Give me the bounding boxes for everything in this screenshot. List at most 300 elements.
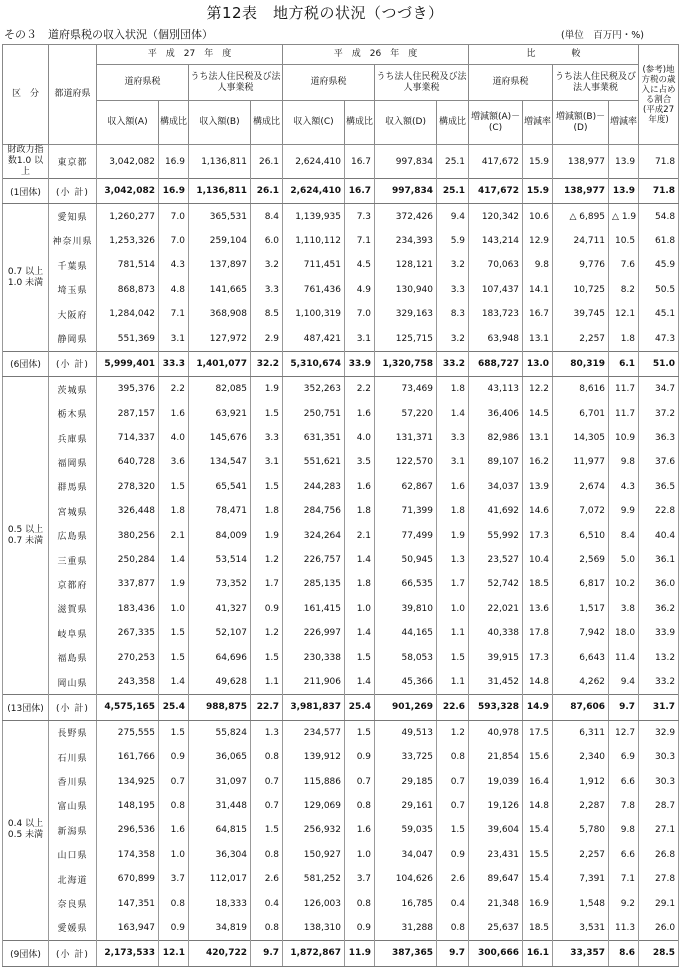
value-cell: 1.2: [251, 621, 283, 645]
value-cell: 50,945: [375, 548, 437, 572]
value-cell: 26.1: [251, 145, 283, 179]
value-cell: 6,701: [553, 402, 609, 426]
subtotal-value: 3,042,082: [97, 179, 159, 204]
value-cell: 14,305: [553, 426, 609, 450]
subtotal-value: 71.8: [639, 179, 679, 204]
value-cell: 640,728: [97, 450, 159, 474]
header-col-diff-bd: 増減額(B)－(D): [553, 101, 609, 145]
value-cell: 284,756: [283, 499, 345, 523]
value-cell: 143,214: [469, 229, 523, 253]
value-cell: 104,626: [375, 867, 437, 891]
value-cell: 1.6: [345, 475, 375, 499]
value-cell: 6.0: [251, 229, 283, 253]
value-cell: 7.0: [159, 229, 189, 253]
value-cell: 11.7: [609, 377, 639, 402]
value-cell: 161,415: [283, 597, 345, 621]
value-cell: 1,284,042: [97, 302, 159, 326]
subtotal-value: 87,606: [553, 695, 609, 720]
subtotal-value: 5,310,674: [283, 351, 345, 376]
value-cell: 148,195: [97, 794, 159, 818]
value-cell: 70,063: [469, 253, 523, 277]
value-cell: 134,925: [97, 769, 159, 793]
value-cell: 16.2: [523, 450, 553, 474]
value-cell: 78,471: [189, 499, 251, 523]
value-cell: 134,547: [189, 450, 251, 474]
value-cell: 125,715: [375, 326, 437, 351]
value-cell: 15.9: [523, 145, 553, 179]
value-cell: 55,824: [189, 720, 251, 745]
value-cell: 1.6: [159, 402, 189, 426]
value-cell: 10.2: [609, 572, 639, 596]
value-cell: 36,406: [469, 402, 523, 426]
table-row: [3, 670, 679, 695]
subtotal-value: 22.6: [437, 695, 469, 720]
subtotal-value: 33,357: [553, 941, 609, 966]
value-cell: 1.4: [345, 670, 375, 695]
value-cell: 1.2: [437, 720, 469, 745]
value-cell: 141,665: [189, 278, 251, 302]
value-cell: 10,725: [553, 278, 609, 302]
value-cell: 2,674: [553, 475, 609, 499]
value-cell: △ 6,895: [553, 204, 609, 229]
value-cell: 37.2: [639, 402, 679, 426]
value-cell: 551,621: [283, 450, 345, 474]
value-cell: 13.9: [523, 475, 553, 499]
value-cell: 7.0: [345, 302, 375, 326]
value-cell: 234,393: [375, 229, 437, 253]
value-cell: 84,009: [189, 523, 251, 547]
value-cell: 2.1: [345, 523, 375, 547]
prefecture-name: 東京都: [49, 145, 97, 179]
value-cell: 12.9: [523, 229, 553, 253]
group-count-label: (1団体): [3, 179, 49, 204]
value-cell: 3.1: [437, 450, 469, 474]
value-cell: 9.4: [609, 670, 639, 695]
group-label: 0.5 以上0.7 未満: [3, 377, 49, 695]
value-cell: 11.7: [609, 402, 639, 426]
subtotal-value: 25.4: [159, 695, 189, 720]
value-cell: 287,157: [97, 402, 159, 426]
value-cell: 1.4: [345, 548, 375, 572]
value-cell: 226,757: [283, 548, 345, 572]
value-cell: 1,100,319: [283, 302, 345, 326]
value-cell: 2.6: [251, 867, 283, 891]
value-cell: 73,469: [375, 377, 437, 402]
value-cell: 36,065: [189, 745, 251, 769]
value-cell: 54.8: [639, 204, 679, 229]
page-title: 第12表 地方税の状況（つづき）: [206, 4, 444, 22]
value-cell: 2.2: [159, 377, 189, 402]
subtotal-value: 16.1: [523, 941, 553, 966]
prefecture-name: 茨城県: [49, 377, 97, 402]
value-cell: 31,448: [189, 794, 251, 818]
value-cell: 24,711: [553, 229, 609, 253]
value-cell: 1.8: [609, 326, 639, 351]
value-cell: 183,436: [97, 597, 159, 621]
prefecture-name: 岐阜県: [49, 621, 97, 645]
table-row: [3, 645, 679, 669]
value-cell: 1.5: [159, 621, 189, 645]
group-count-label: (9団体): [3, 941, 49, 966]
value-cell: 15.4: [523, 818, 553, 842]
value-cell: 14.8: [523, 794, 553, 818]
value-cell: 1.1: [437, 670, 469, 695]
value-cell: 3,042,082: [97, 145, 159, 179]
value-cell: 3.1: [345, 326, 375, 351]
value-cell: 296,536: [97, 818, 159, 842]
value-cell: 211,906: [283, 670, 345, 695]
header-col-ratio: 構成比: [251, 101, 283, 145]
prefecture-name: 群馬県: [49, 475, 97, 499]
value-cell: 714,337: [97, 426, 159, 450]
value-cell: 14.1: [523, 278, 553, 302]
value-cell: 44,165: [375, 621, 437, 645]
value-cell: 36.0: [639, 572, 679, 596]
value-cell: 329,163: [375, 302, 437, 326]
prefecture-name: 岡山県: [49, 670, 97, 695]
value-cell: 1.0: [345, 843, 375, 867]
value-cell: 0.4: [251, 891, 283, 915]
value-cell: 7,391: [553, 867, 609, 891]
table-row: [3, 818, 679, 842]
value-cell: 9.9: [609, 499, 639, 523]
value-cell: 127,972: [189, 326, 251, 351]
subtotal-value: 9.7: [609, 695, 639, 720]
table-row: [3, 302, 679, 326]
table-row: [3, 891, 679, 915]
value-cell: 2,569: [553, 548, 609, 572]
value-cell: 9.4: [437, 204, 469, 229]
value-cell: 0.8: [251, 745, 283, 769]
header-col-c: 収入額(C): [283, 101, 345, 145]
value-cell: 8.5: [251, 302, 283, 326]
value-cell: 6.6: [609, 769, 639, 793]
value-cell: 259,104: [189, 229, 251, 253]
value-cell: 23,527: [469, 548, 523, 572]
subtotal-value: 2,173,533: [97, 941, 159, 966]
prefecture-name: 静岡県: [49, 326, 97, 351]
subtotal-value: 80,319: [553, 351, 609, 376]
value-cell: 21,348: [469, 891, 523, 915]
value-cell: 34.7: [639, 377, 679, 402]
header-col-b: 収入額(B): [189, 101, 251, 145]
value-cell: 3.1: [159, 326, 189, 351]
prefecture-name: 奈良県: [49, 891, 97, 915]
value-cell: 0.8: [437, 916, 469, 941]
subtotal-value: 51.0: [639, 351, 679, 376]
value-cell: 670,899: [97, 867, 159, 891]
subtotal-value: 15.9: [523, 179, 553, 204]
value-cell: 138,977: [553, 145, 609, 179]
value-cell: 8,616: [553, 377, 609, 402]
header-prefectural-tax-diff: 道府県税: [469, 65, 553, 101]
value-cell: 174,358: [97, 843, 159, 867]
value-cell: 34,047: [375, 843, 437, 867]
value-cell: 41,327: [189, 597, 251, 621]
value-cell: 1.8: [159, 499, 189, 523]
value-cell: 32.9: [639, 720, 679, 745]
value-cell: 77,499: [375, 523, 437, 547]
value-cell: 53,514: [189, 548, 251, 572]
value-cell: 0.8: [437, 745, 469, 769]
subtotal-value: 593,328: [469, 695, 523, 720]
value-cell: 7.6: [609, 253, 639, 277]
subtotal-value: 14.9: [523, 695, 553, 720]
value-cell: 4,262: [553, 670, 609, 695]
value-cell: 13.9: [609, 145, 639, 179]
subtotal-value: 12.1: [159, 941, 189, 966]
value-cell: 73,352: [189, 572, 251, 596]
value-cell: 8.3: [437, 302, 469, 326]
value-cell: 13.2: [639, 645, 679, 669]
value-cell: 12.2: [523, 377, 553, 402]
value-cell: 1.6: [437, 475, 469, 499]
value-cell: 372,426: [375, 204, 437, 229]
value-cell: 5.9: [437, 229, 469, 253]
value-cell: 0.8: [159, 891, 189, 915]
header-col-a: 収入額(A): [97, 101, 159, 145]
value-cell: 49,513: [375, 720, 437, 745]
subtotal-value: 33.9: [345, 351, 375, 376]
value-cell: 66,535: [375, 572, 437, 596]
value-cell: 39,810: [375, 597, 437, 621]
subtotal-label: (小 計): [49, 179, 97, 204]
value-cell: 4.0: [345, 426, 375, 450]
value-cell: 18,333: [189, 891, 251, 915]
value-cell: 128,121: [375, 253, 437, 277]
value-cell: 0.7: [437, 769, 469, 793]
table-row: [3, 278, 679, 302]
subtotal-value: 1,872,867: [283, 941, 345, 966]
prefecture-name: 愛媛県: [49, 916, 97, 941]
value-cell: 4.5: [345, 253, 375, 277]
value-cell: 3.2: [437, 326, 469, 351]
group-count-label: (6団体): [3, 351, 49, 376]
value-cell: 234,577: [283, 720, 345, 745]
subtotal-value: 300,666: [469, 941, 523, 966]
value-cell: 28.7: [639, 794, 679, 818]
value-cell: 41,692: [469, 499, 523, 523]
header-col-rate: 増減率: [609, 101, 639, 145]
value-cell: 0.9: [159, 916, 189, 941]
group-label: 0.7 以上1.0 未満: [3, 204, 49, 351]
value-cell: 9,776: [553, 253, 609, 277]
value-cell: 1.1: [251, 670, 283, 695]
tax-revenue-table: [2, 44, 679, 967]
value-cell: 1.8: [437, 499, 469, 523]
header-col-ratio: 構成比: [345, 101, 375, 145]
table-row: [3, 548, 679, 572]
subtotal-value: 901,269: [375, 695, 437, 720]
value-cell: 49,628: [189, 670, 251, 695]
value-cell: 1.9: [251, 377, 283, 402]
table-row: [3, 475, 679, 499]
value-cell: 39,745: [553, 302, 609, 326]
value-cell: 2,340: [553, 745, 609, 769]
value-cell: 5.0: [609, 548, 639, 572]
subtotal-value: 26.1: [251, 179, 283, 204]
value-cell: 26.0: [639, 916, 679, 941]
value-cell: 1.0: [159, 843, 189, 867]
value-cell: 30.3: [639, 745, 679, 769]
value-cell: 4.8: [159, 278, 189, 302]
value-cell: 59,035: [375, 818, 437, 842]
subtotal-value: 2,624,410: [283, 179, 345, 204]
value-cell: 6,643: [553, 645, 609, 669]
value-cell: 487,421: [283, 326, 345, 351]
value-cell: 551,369: [97, 326, 159, 351]
value-cell: 1.5: [251, 818, 283, 842]
subtotal-value: 9.7: [437, 941, 469, 966]
value-cell: 1.9: [159, 572, 189, 596]
prefecture-name: 香川県: [49, 769, 97, 793]
value-cell: 368,908: [189, 302, 251, 326]
value-cell: 40,338: [469, 621, 523, 645]
value-cell: 9.2: [609, 891, 639, 915]
subtotal-label: (小 計): [49, 941, 97, 966]
header-fy27: 平 成 27 年 度: [97, 45, 283, 65]
value-cell: 43,113: [469, 377, 523, 402]
value-cell: 40.4: [639, 523, 679, 547]
value-cell: 45.1: [639, 302, 679, 326]
value-cell: 1.9: [251, 523, 283, 547]
value-cell: 0.8: [251, 843, 283, 867]
table-row: [3, 204, 679, 229]
value-cell: 3.3: [251, 278, 283, 302]
value-cell: 18.0: [609, 621, 639, 645]
table-row: [3, 794, 679, 818]
value-cell: 29,161: [375, 794, 437, 818]
value-cell: 89,647: [469, 867, 523, 891]
value-cell: 139,912: [283, 745, 345, 769]
value-cell: 1.5: [251, 402, 283, 426]
value-cell: 45,366: [375, 670, 437, 695]
value-cell: 55,992: [469, 523, 523, 547]
value-cell: 7,942: [553, 621, 609, 645]
value-cell: 6,510: [553, 523, 609, 547]
subtotal-value: 16.9: [159, 179, 189, 204]
value-cell: 1,517: [553, 597, 609, 621]
value-cell: 1.5: [437, 645, 469, 669]
subtotal-row: [3, 941, 679, 966]
subtotal-value: 13.0: [523, 351, 553, 376]
header-corporate-tax-27: うち法人住民税及び法人事業税: [189, 65, 283, 101]
value-cell: 1.5: [159, 720, 189, 745]
value-cell: 1.0: [159, 597, 189, 621]
prefecture-name: 埼玉県: [49, 278, 97, 302]
value-cell: 2.1: [159, 523, 189, 547]
value-cell: 27.1: [639, 818, 679, 842]
value-cell: 1.4: [159, 548, 189, 572]
subtotal-value: 688,727: [469, 351, 523, 376]
table-row: [3, 720, 679, 745]
value-cell: 11,977: [553, 450, 609, 474]
value-cell: 23,431: [469, 843, 523, 867]
prefecture-name: 宮城県: [49, 499, 97, 523]
subtotal-value: 988,875: [189, 695, 251, 720]
value-cell: 115,886: [283, 769, 345, 793]
value-cell: 1,139,935: [283, 204, 345, 229]
value-cell: 6,817: [553, 572, 609, 596]
value-cell: 230,338: [283, 645, 345, 669]
header-prefectural-tax-27: 道府県税: [97, 65, 189, 101]
value-cell: 1.4: [159, 670, 189, 695]
table-row: [3, 843, 679, 867]
value-cell: 1.8: [345, 572, 375, 596]
table-row: [3, 253, 679, 277]
prefecture-name: 三重県: [49, 548, 97, 572]
value-cell: 31,452: [469, 670, 523, 695]
value-cell: △ 1.9: [609, 204, 639, 229]
value-cell: 18.5: [523, 916, 553, 941]
table-row: [3, 916, 679, 941]
value-cell: 0.7: [251, 769, 283, 793]
subtotal-label: (小 計): [49, 351, 97, 376]
value-cell: 243,358: [97, 670, 159, 695]
value-cell: 1,912: [553, 769, 609, 793]
value-cell: 14.6: [523, 499, 553, 523]
value-cell: 3.8: [609, 597, 639, 621]
value-cell: 12.7: [609, 720, 639, 745]
value-cell: 129,069: [283, 794, 345, 818]
header-col-rate: 増減率: [523, 101, 553, 145]
value-cell: 1.7: [251, 572, 283, 596]
value-cell: 0.7: [251, 794, 283, 818]
value-cell: 270,253: [97, 645, 159, 669]
header-corporate-tax-26: うち法人住民税及び法人事業税: [375, 65, 469, 101]
value-cell: 34,037: [469, 475, 523, 499]
value-cell: 10.4: [523, 548, 553, 572]
subtotal-value: 420,722: [189, 941, 251, 966]
value-cell: 36.3: [639, 426, 679, 450]
table-row: [3, 145, 679, 179]
value-cell: 0.7: [345, 769, 375, 793]
subtotal-value: 16.7: [345, 179, 375, 204]
value-cell: 6.6: [609, 843, 639, 867]
subtotal-value: 9.7: [251, 941, 283, 966]
prefecture-name: 石川県: [49, 745, 97, 769]
value-cell: 1.6: [159, 818, 189, 842]
value-cell: 161,766: [97, 745, 159, 769]
prefecture-name: 北海道: [49, 867, 97, 891]
value-cell: 7.1: [609, 867, 639, 891]
value-cell: 275,555: [97, 720, 159, 745]
value-cell: 278,320: [97, 475, 159, 499]
value-cell: 14.8: [523, 670, 553, 695]
value-cell: 15.4: [523, 867, 553, 891]
subtotal-value: 138,977: [553, 179, 609, 204]
table-row: [3, 523, 679, 547]
subtotal-value: 28.5: [639, 941, 679, 966]
value-cell: 16,785: [375, 891, 437, 915]
prefecture-name: 兵庫県: [49, 426, 97, 450]
subtotal-value: 387,365: [375, 941, 437, 966]
value-cell: 3.5: [345, 450, 375, 474]
value-cell: 1.1: [437, 621, 469, 645]
value-cell: 6,311: [553, 720, 609, 745]
subtotal-value: 33.3: [159, 351, 189, 376]
header-col-diff-ac: 増減額(A)－(C): [469, 101, 523, 145]
value-cell: 1.9: [437, 523, 469, 547]
value-cell: 0.7: [437, 794, 469, 818]
value-cell: 16.9: [523, 891, 553, 915]
value-cell: 82,085: [189, 377, 251, 402]
value-cell: 31,097: [189, 769, 251, 793]
value-cell: 25,637: [469, 916, 523, 941]
subtotal-value: 5,999,401: [97, 351, 159, 376]
value-cell: 761,436: [283, 278, 345, 302]
value-cell: 0.8: [251, 916, 283, 941]
